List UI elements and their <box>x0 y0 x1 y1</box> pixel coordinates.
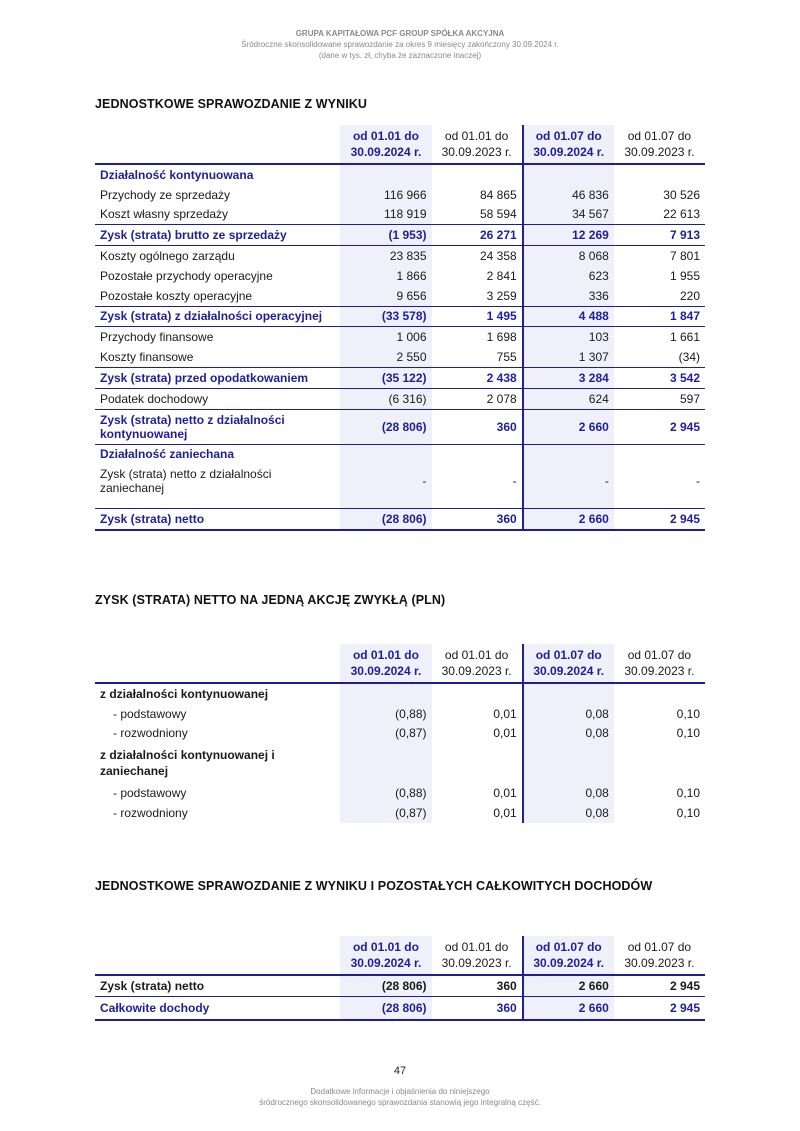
footer-line: Dodatkowe informacje i objaśnienia do niniejszego <box>310 1087 490 1096</box>
company-name: GRUPA KAPITAŁOWA PCF GROUP SPÓŁKA AKCYJNA <box>295 29 505 38</box>
section-label-row <box>95 444 705 464</box>
income-statement-title: JEDNOSTKOWE SPRAWOZDANIE Z WYNIKU <box>95 97 368 111</box>
table-row: Koszt własny sprzedaży 118 919 58 594 34 567 22 613 <box>95 205 705 225</box>
table-row: Zysk (strata) netto (28 806) 360 2 660 2 945 <box>95 975 705 996</box>
period-header: od 01.01 do 30.09.2024 r. <box>340 644 431 683</box>
period-header: od 01.01 do 30.09.2023 r. <box>432 936 523 975</box>
table-row: Przychody finansowe 1 006 1 698 103 1 661 <box>95 327 705 347</box>
period-header: od 01.07 do 30.09.2023 r. <box>614 936 705 975</box>
period-header: od 01.07 do 30.09.2024 r. <box>523 644 614 683</box>
period-header: od 01.07 do 30.09.2024 r. <box>523 125 614 164</box>
page-footer <box>0 1086 800 1108</box>
page-number: 47 <box>393 1065 407 1077</box>
eps-title: ZYSK (STRATA) NETTO NA JEDNĄ AKCJĘ ZWYKŁĄ (PLN) <box>95 593 446 607</box>
eps-group-total: z działalności kontynuowanej i zaniechanej <box>100 748 275 779</box>
table-row: Podatek dochodowy (6 316) 2 078 624 597 <box>95 388 705 409</box>
total-row: Całkowite dochody (28 806) 360 2 660 2 945 <box>95 996 705 1020</box>
comprehensive-income-table <box>95 936 705 1021</box>
period-header: od 01.01 do 30.09.2024 r. <box>340 125 431 164</box>
group-label-row <box>95 743 705 783</box>
income-statement-table <box>95 125 705 531</box>
table-row: Pozostałe koszty operacyjne 9 656 3 259 336 220 <box>95 286 705 306</box>
eps-group-continuing: z działalności kontynuowanej <box>100 686 269 701</box>
table-row: Koszty ogólnego zarządu 23 835 24 358 8 068 7 801 <box>95 246 705 266</box>
table-row: Zysk (strata) netto z działalności zaniechanej - - - - <box>95 464 705 498</box>
comprehensive-income-title: JEDNOSTKOWE SPRAWOZDANIE Z WYNIKU I POZOSTAŁYCH CAŁKOWITYCH DOCHODÓW <box>95 879 653 893</box>
table-header-row <box>95 125 705 164</box>
period-header: od 01.01 do 30.09.2024 r. <box>340 936 431 975</box>
period-header: od 01.07 do 30.09.2024 r. <box>523 936 614 975</box>
table-row: Przychody ze sprzedaży 116 966 84 865 46 836 30 526 <box>95 185 705 205</box>
table-row: Koszty finansowe 2 550 755 1 307 (34) <box>95 347 705 367</box>
discontinued-operations-label: Działalność zaniechana <box>100 447 235 462</box>
continuing-operations-label: Działalność kontynuowana <box>100 167 254 182</box>
net-result-row: Zysk (strata) netto (28 806) 360 2 660 2 945 <box>95 509 705 530</box>
table-row: Pozostałe przychody operacyjne 1 866 2 841 623 1 955 <box>95 266 705 286</box>
subtotal-row: Zysk (strata) brutto ze sprzedaży (1 953) 26 271 12 269 7 913 <box>95 225 705 246</box>
report-subtitle: Śródroczne skonsolidowane sprawozdanie za okres 9 miesięcy zakończony 30.09.2024 r. <box>241 40 559 49</box>
group-label-row <box>95 683 705 704</box>
section-label-row <box>95 164 705 185</box>
subtotal-row: Zysk (strata) netto z działalności kontynuowanej (28 806) 360 2 660 2 945 <box>95 409 705 444</box>
period-header: od 01.07 do 30.09.2023 r. <box>614 125 705 164</box>
eps-table <box>95 644 705 823</box>
table-row: - rozwodniony (0,87) 0,01 0,08 0,10 <box>95 803 705 823</box>
subtotal-row: Zysk (strata) przed opodatkowaniem (35 122) 2 438 3 284 3 542 <box>95 367 705 388</box>
period-header: od 01.07 do 30.09.2023 r. <box>614 644 705 683</box>
table-header-row <box>95 644 705 683</box>
table-row: - podstawowy (0,88) 0,01 0,08 0,10 <box>95 783 705 803</box>
table-row: - rozwodniony (0,87) 0,01 0,08 0,10 <box>95 724 705 744</box>
table-header-row <box>95 936 705 975</box>
units-note: (dane w tys. zł, chyba że zaznaczone inaczej) <box>318 51 482 60</box>
period-header: od 01.01 do 30.09.2023 r. <box>432 644 523 683</box>
subtotal-row: Zysk (strata) z działalności operacyjnej (33 578) 1 495 4 488 1 847 <box>95 306 705 327</box>
table-row: - podstawowy (0,88) 0,01 0,08 0,10 <box>95 704 705 724</box>
period-header: od 01.01 do 30.09.2023 r. <box>432 125 523 164</box>
footer-line: śródrocznego skonsolidowanego sprawozdania stanowią jego integralną część. <box>259 1098 541 1107</box>
page-header <box>0 28 800 61</box>
